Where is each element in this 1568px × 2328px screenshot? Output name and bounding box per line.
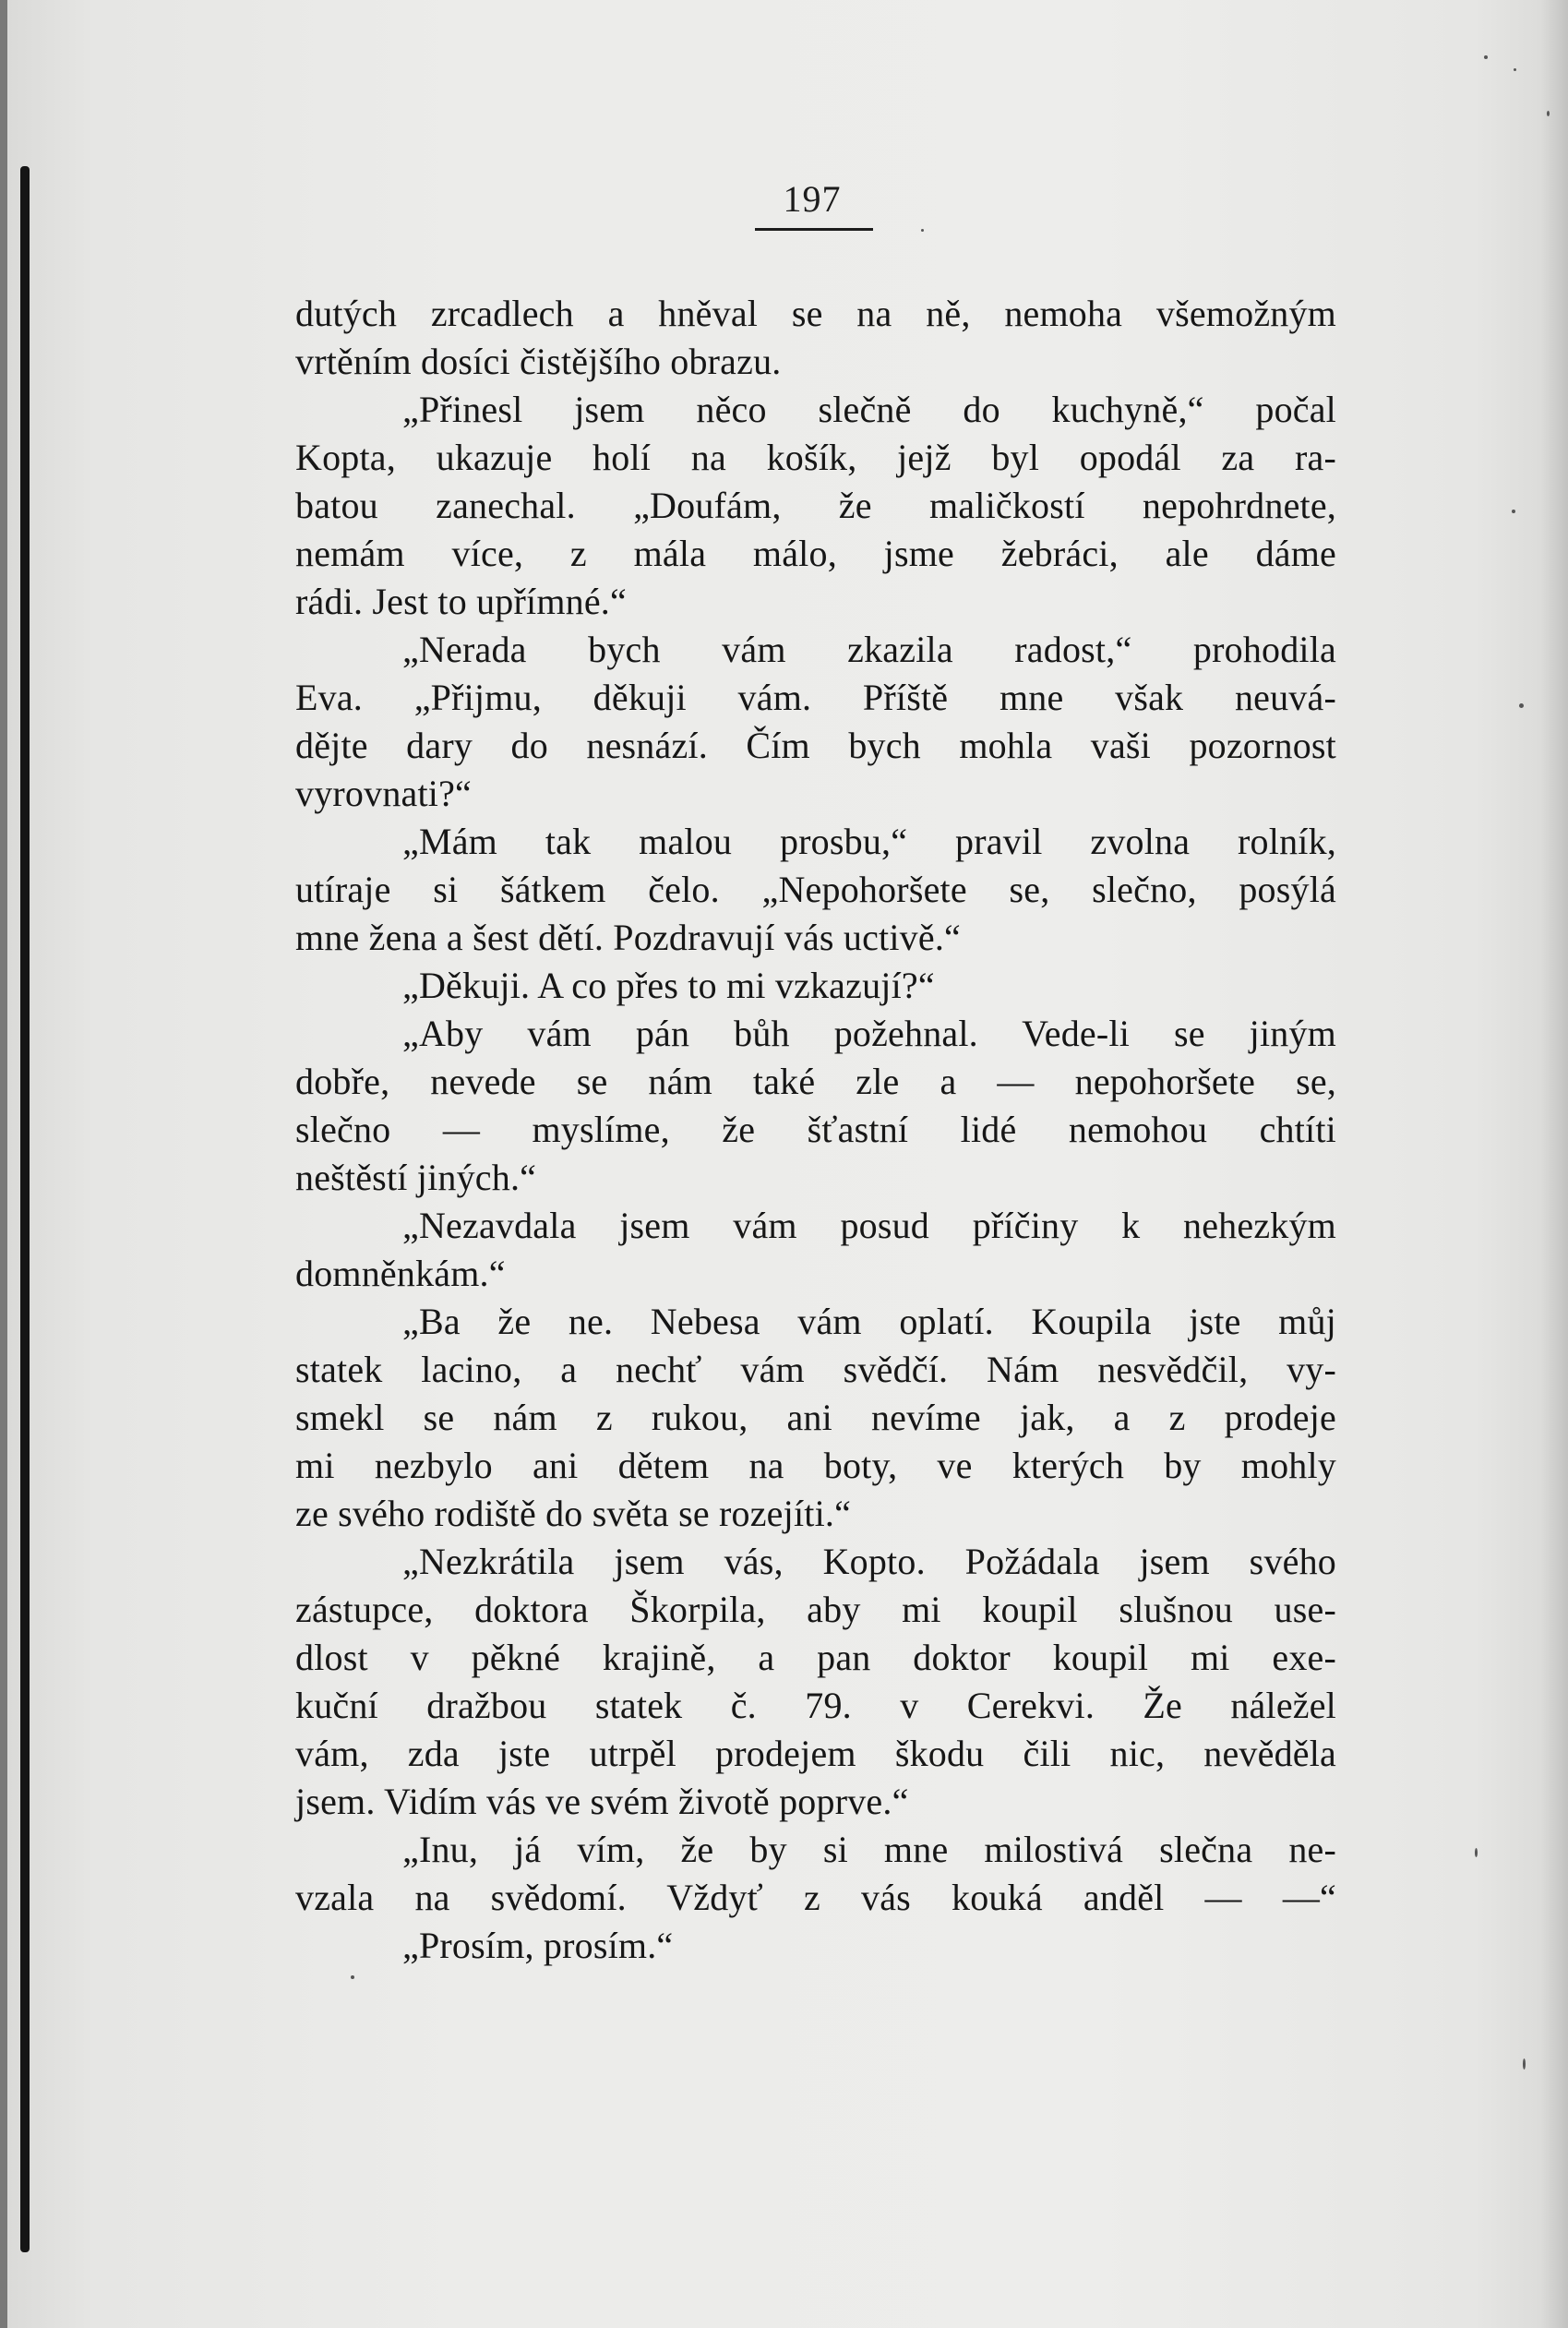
text-line: zástupce, doktora Škorpila, aby mi koupil slušnou use-	[295, 1589, 1336, 1630]
text-line: slečno — myslíme, že šťastní lidé nemohou chtíti	[295, 1109, 1336, 1150]
text-line: vyrovnati?“	[295, 773, 473, 814]
text-line: Eva. „Přijmu, děkuji vám. Příště mne však neuvá-	[295, 677, 1336, 718]
text-line: vzala na svědomí. Vždyť z vás kouká anděl — —“	[295, 1877, 1336, 1918]
text-line: nemám více, z mála málo, jsme žebráci, ale dáme	[295, 533, 1336, 574]
text-line: dutých zrcadlech a hněval se na ně, nemoha všemožným	[295, 293, 1336, 334]
text-line: vrtěním dosíci čistějšího obrazu.	[295, 341, 782, 382]
page-number: 197	[783, 178, 842, 220]
text-line: „Ba že ne. Nebesa vám oplatí. Koupila jste můj	[402, 1301, 1336, 1342]
text-line: vám, zda jste utrpěl prodejem škodu čili nic, nevěděla	[295, 1733, 1336, 1774]
scan-speck	[1512, 510, 1515, 513]
text-line: jsem. Vidím vás ve svém životě poprve.“	[295, 1781, 909, 1822]
text-line: dobře, nevede se nám také zle a — nepohoršete se,	[295, 1061, 1336, 1102]
text-line: statek lacino, a nechť vám svědčí. Nám nesvědčil, vy-	[295, 1349, 1336, 1390]
text-line: „Prosím, prosím.“	[402, 1925, 674, 1966]
text-line: dějte dary do nesnází. Čím bych mohla vaši pozornost	[295, 725, 1336, 766]
text-line: dlost v pěkné krajině, a pan doktor koupil mi exe-	[295, 1637, 1336, 1678]
text-line: ze svého rodiště do světa se rozejíti.“	[295, 1493, 852, 1534]
text-line: „Inu, já vím, že by si mne milostivá slečna ne-	[402, 1829, 1336, 1870]
page-number-rule	[755, 228, 873, 231]
scan-speck	[1514, 68, 1516, 71]
text-line: „Aby vám pán bůh požehnal. Vede-li se jiným	[402, 1013, 1336, 1054]
scan-speck	[921, 229, 924, 232]
text-line: smekl se nám z rukou, ani nevíme jak, a z prodeje	[295, 1397, 1336, 1438]
text-line: „Nezavdala jsem vám posud příčiny k nehezkým	[402, 1205, 1336, 1246]
text-line: neštěstí jiných.“	[295, 1157, 537, 1198]
scan-speck	[1519, 703, 1524, 708]
text-line: „Nerada bych vám zkazila radost,“ prohodila	[402, 629, 1336, 670]
scan-speck	[1547, 111, 1550, 116]
text-line: rádi. Jest to upřímné.“	[295, 581, 627, 622]
scan-speck	[351, 1975, 354, 1979]
scan-speck	[1484, 55, 1488, 59]
scan-speck	[1523, 2058, 1526, 2070]
scan-left-edge	[0, 0, 7, 2328]
text-line: „Mám tak malou prosbu,“ pravil zvolna rolník,	[402, 821, 1336, 862]
text-line: kuční dražbou statek č. 79. v Cerekvi. Že náležel	[295, 1685, 1336, 1726]
text-line: batou zanechal. „Doufám, že maličkostí nepohrdnete,	[295, 485, 1336, 526]
text-line: „Děkuji. A co přes to mi vzkazují?“	[402, 965, 935, 1006]
text-line: Kopta, ukazuje holí na košík, jejž byl opodál za ra-	[295, 437, 1336, 478]
text-line: mne žena a šest dětí. Pozdravují vás uctivě.“	[295, 917, 961, 958]
text-line: „Nezkrátila jsem vás, Kopto. Požádala jsem svého	[402, 1541, 1336, 1582]
text-line: „Přinesl jsem něco slečně do kuchyně,“ počal	[402, 389, 1336, 430]
body-text	[295, 290, 1336, 1970]
text-line: domněnkám.“	[295, 1253, 506, 1294]
book-binding-edge	[20, 166, 30, 2252]
text-line: utíraje si šátkem čelo. „Nepohoršete se, slečno, posýlá	[295, 869, 1336, 910]
text-line: mi nezbylo ani dětem na boty, ve kterých by mohly	[295, 1445, 1336, 1486]
scan-right-shadow	[1540, 0, 1568, 2328]
scan-speck	[1475, 1848, 1478, 1857]
